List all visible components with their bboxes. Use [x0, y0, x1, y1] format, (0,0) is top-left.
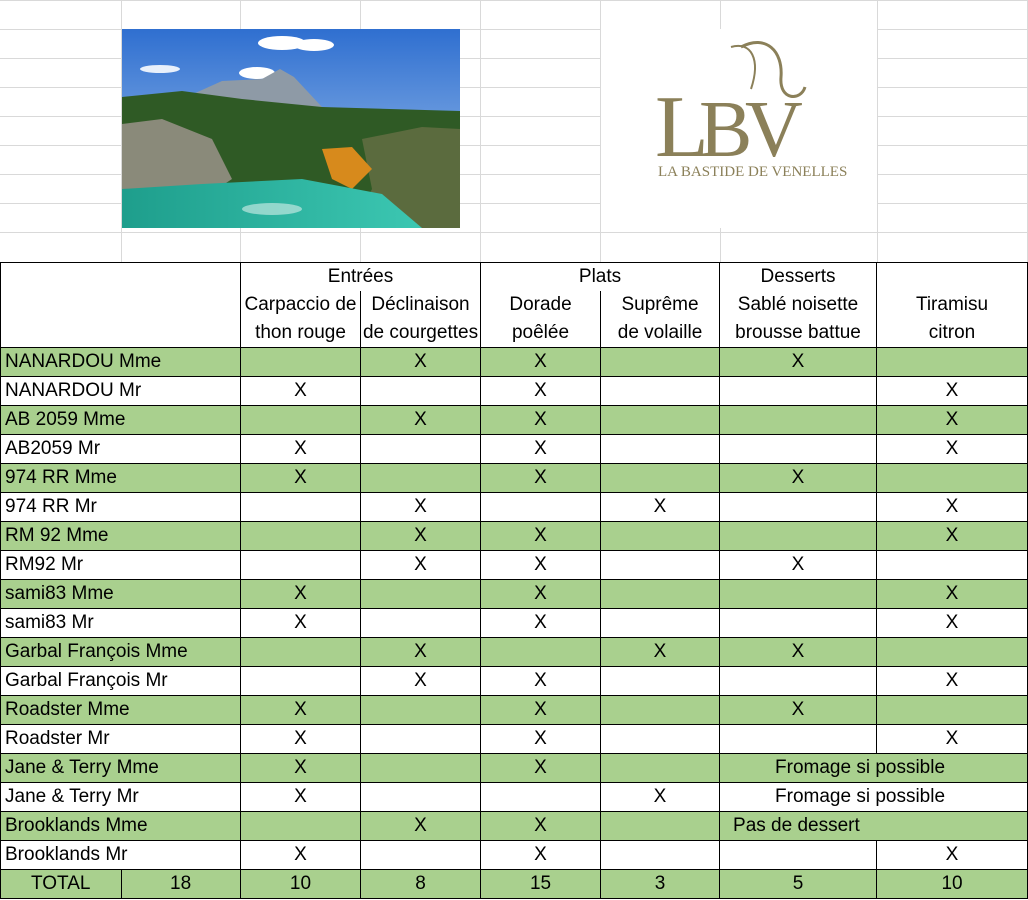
svg-text:V: V — [745, 86, 803, 174]
dessert-note[interactable]: Fromage si possible — [720, 754, 1028, 783]
choice-cell[interactable] — [241, 348, 361, 377]
orders-table — [0, 262, 1028, 899]
guest-name[interactable]: Brooklands Mme — [1, 812, 241, 841]
choice-cell[interactable]: X — [877, 841, 1028, 870]
total-value: 5 — [720, 870, 877, 899]
choice-cell[interactable]: X — [481, 725, 601, 754]
choice-cell[interactable] — [877, 464, 1028, 493]
choice-cell[interactable]: X — [877, 609, 1028, 638]
total-value: 3 — [601, 870, 720, 899]
choice-cell[interactable]: X — [241, 696, 361, 725]
choice-cell[interactable]: X — [720, 638, 877, 667]
choice-cell[interactable] — [361, 754, 481, 783]
choice-cell[interactable]: X — [481, 812, 601, 841]
choice-cell[interactable]: X — [361, 493, 481, 522]
choice-cell[interactable] — [361, 696, 481, 725]
group-header-entrees: Entrées — [241, 263, 481, 292]
choice-cell[interactable] — [241, 406, 361, 435]
choice-cell[interactable]: X — [877, 377, 1028, 406]
choice-cell[interactable] — [481, 493, 601, 522]
choice-cell[interactable] — [361, 725, 481, 754]
choice-cell[interactable] — [877, 348, 1028, 377]
dish-3-line-1: Dorade — [481, 291, 601, 319]
guest-row — [1, 464, 1028, 493]
choice-cell[interactable]: X — [481, 609, 601, 638]
guest-row — [1, 638, 1028, 667]
choice-cell[interactable] — [601, 580, 720, 609]
choice-cell[interactable] — [601, 522, 720, 551]
choice-cell[interactable] — [361, 783, 481, 812]
total-value: 10 — [877, 870, 1028, 899]
guest-row — [1, 667, 1028, 696]
choice-cell[interactable]: X — [720, 348, 877, 377]
choice-cell[interactable]: X — [361, 406, 481, 435]
choice-cell[interactable]: X — [481, 754, 601, 783]
dish-1-line-2: thon rouge — [241, 319, 361, 348]
guest-name[interactable]: Brooklands Mr — [1, 841, 241, 870]
dessert-note[interactable]: Fromage si possible — [720, 783, 1028, 812]
choice-cell[interactable] — [720, 406, 877, 435]
guest-row — [1, 435, 1028, 464]
choice-cell[interactable] — [601, 667, 720, 696]
choice-cell[interactable]: X — [601, 783, 720, 812]
choice-cell[interactable]: X — [241, 377, 361, 406]
choice-cell[interactable]: X — [241, 464, 361, 493]
guest-name[interactable]: 974 RR Mme — [1, 464, 241, 493]
guest-name[interactable]: RM 92 Mme — [1, 522, 241, 551]
choice-cell[interactable]: X — [361, 667, 481, 696]
choice-cell[interactable] — [601, 841, 720, 870]
choice-cell[interactable]: X — [877, 580, 1028, 609]
choice-cell[interactable]: X — [877, 493, 1028, 522]
choice-cell[interactable]: X — [720, 551, 877, 580]
svg-text:B: B — [699, 86, 753, 174]
guest-row — [1, 783, 1028, 812]
choice-cell[interactable] — [601, 464, 720, 493]
choice-cell[interactable]: X — [877, 725, 1028, 754]
group-header-desserts: Desserts — [720, 263, 877, 292]
guest-name[interactable]: 974 RR Mr — [1, 493, 241, 522]
choice-cell[interactable] — [720, 493, 877, 522]
guest-name[interactable]: sami83 Mme — [1, 580, 241, 609]
choice-cell[interactable] — [720, 580, 877, 609]
guest-row — [1, 348, 1028, 377]
dish-3-line-2: poêlée — [481, 319, 601, 348]
choice-cell[interactable] — [241, 551, 361, 580]
dish-5-line-2: brousse battue — [720, 319, 877, 348]
choice-cell[interactable]: X — [361, 522, 481, 551]
total-row — [1, 870, 1028, 899]
choice-cell[interactable] — [720, 841, 877, 870]
guest-name[interactable]: Garbal François Mr — [1, 667, 241, 696]
choice-cell[interactable] — [720, 667, 877, 696]
guest-row — [1, 725, 1028, 754]
guest-name[interactable]: Jane & Terry Mr — [1, 783, 241, 812]
total-guest-count: 18 — [122, 870, 241, 899]
choice-cell[interactable] — [877, 551, 1028, 580]
choice-cell[interactable]: X — [481, 377, 601, 406]
choice-cell[interactable]: X — [877, 435, 1028, 464]
choice-cell[interactable] — [481, 638, 601, 667]
choice-cell[interactable] — [241, 638, 361, 667]
dessert-note[interactable]: Pas de dessert — [720, 812, 1028, 841]
choice-cell[interactable] — [601, 696, 720, 725]
guest-name[interactable]: NANARDOU Mme — [1, 348, 241, 377]
dish-4-line-1: Suprême — [601, 291, 720, 319]
choice-cell[interactable] — [601, 435, 720, 464]
choice-cell[interactable]: X — [241, 580, 361, 609]
choice-cell[interactable]: X — [481, 348, 601, 377]
choice-cell[interactable] — [361, 377, 481, 406]
choice-cell[interactable] — [601, 551, 720, 580]
choice-cell[interactable]: X — [481, 435, 601, 464]
guest-row — [1, 754, 1028, 783]
choice-cell[interactable] — [601, 725, 720, 754]
choice-cell[interactable] — [720, 609, 877, 638]
guest-row — [1, 580, 1028, 609]
choice-cell[interactable]: X — [241, 435, 361, 464]
choice-cell[interactable] — [361, 609, 481, 638]
choice-cell[interactable]: X — [720, 464, 877, 493]
guest-row — [1, 406, 1028, 435]
choice-cell[interactable] — [720, 725, 877, 754]
guest-name[interactable]: AB2059 Mr — [1, 435, 241, 464]
guest-row — [1, 609, 1028, 638]
choice-cell[interactable]: X — [361, 348, 481, 377]
guest-name[interactable]: Roadster Mr — [1, 725, 241, 754]
choice-cell[interactable] — [601, 609, 720, 638]
choice-cell[interactable]: X — [241, 609, 361, 638]
choice-cell[interactable]: X — [361, 812, 481, 841]
guest-row — [1, 551, 1028, 580]
choice-cell[interactable] — [361, 841, 481, 870]
dish-1-line-1: Carpaccio de — [241, 291, 361, 319]
choice-cell[interactable]: X — [481, 522, 601, 551]
total-value: 10 — [241, 870, 361, 899]
total-value: 15 — [481, 870, 601, 899]
choice-cell[interactable] — [877, 696, 1028, 725]
choice-cell[interactable] — [481, 783, 601, 812]
choice-cell[interactable] — [601, 754, 720, 783]
choice-cell[interactable]: X — [481, 464, 601, 493]
guest-row — [1, 696, 1028, 725]
choice-cell[interactable]: X — [877, 522, 1028, 551]
choice-cell[interactable]: X — [601, 638, 720, 667]
guest-row — [1, 812, 1028, 841]
guest-row — [1, 493, 1028, 522]
choice-cell[interactable] — [241, 812, 361, 841]
guest-row — [1, 377, 1028, 406]
restaurant-logo — [601, 29, 877, 228]
choice-cell[interactable] — [720, 377, 877, 406]
guest-name[interactable]: Garbal François Mme — [1, 638, 241, 667]
choice-cell[interactable]: X — [481, 696, 601, 725]
choice-cell[interactable] — [601, 348, 720, 377]
choice-cell[interactable]: X — [481, 667, 601, 696]
choice-cell[interactable]: X — [241, 841, 361, 870]
choice-cell[interactable]: X — [361, 638, 481, 667]
total-value: 8 — [361, 870, 481, 899]
choice-cell[interactable]: X — [481, 406, 601, 435]
group-header-plats: Plats — [481, 263, 720, 292]
total-label: TOTAL — [1, 870, 122, 899]
choice-cell[interactable] — [361, 580, 481, 609]
guest-name[interactable]: Roadster Mme — [1, 696, 241, 725]
guest-name[interactable]: RM92 Mr — [1, 551, 241, 580]
choice-cell[interactable] — [361, 464, 481, 493]
logo-caption: LA BASTIDE DE VENELLES — [658, 164, 848, 180]
guest-name[interactable]: sami83 Mr — [1, 609, 241, 638]
choice-cell[interactable] — [601, 812, 720, 841]
landscape-photo[interactable] — [122, 29, 460, 228]
dish-2-line-2: de courgettes — [361, 319, 481, 348]
choice-cell[interactable] — [241, 522, 361, 551]
choice-cell[interactable]: X — [601, 493, 720, 522]
choice-cell[interactable]: X — [877, 667, 1028, 696]
choice-cell[interactable] — [720, 435, 877, 464]
choice-cell[interactable] — [877, 638, 1028, 667]
choice-cell[interactable] — [601, 377, 720, 406]
dish-2-line-1: Déclinaison — [361, 291, 481, 319]
choice-cell[interactable]: X — [481, 551, 601, 580]
choice-cell[interactable] — [720, 522, 877, 551]
choice-cell[interactable]: X — [241, 783, 361, 812]
choice-cell[interactable]: X — [877, 406, 1028, 435]
dish-6-line-1: Tiramisu — [877, 291, 1028, 319]
guest-row — [1, 522, 1028, 551]
guest-name[interactable]: NANARDOU Mr — [1, 377, 241, 406]
dish-5-line-1: Sablé noisette — [720, 291, 877, 319]
choice-cell[interactable]: X — [720, 696, 877, 725]
choice-cell[interactable]: X — [481, 580, 601, 609]
choice-cell[interactable] — [361, 435, 481, 464]
svg-text:L: L — [655, 79, 709, 176]
choice-cell[interactable] — [601, 406, 720, 435]
choice-cell[interactable] — [241, 493, 361, 522]
guest-row — [1, 841, 1028, 870]
choice-cell[interactable]: X — [241, 725, 361, 754]
choice-cell[interactable]: X — [481, 841, 601, 870]
choice-cell[interactable]: X — [241, 754, 361, 783]
guest-name[interactable]: Jane & Terry Mme — [1, 754, 241, 783]
dish-4-line-2: de volaille — [601, 319, 720, 348]
dish-6-line-2: citron — [877, 319, 1028, 348]
choice-cell[interactable] — [241, 667, 361, 696]
choice-cell[interactable]: X — [361, 551, 481, 580]
guest-name[interactable]: AB 2059 Mme — [1, 406, 241, 435]
